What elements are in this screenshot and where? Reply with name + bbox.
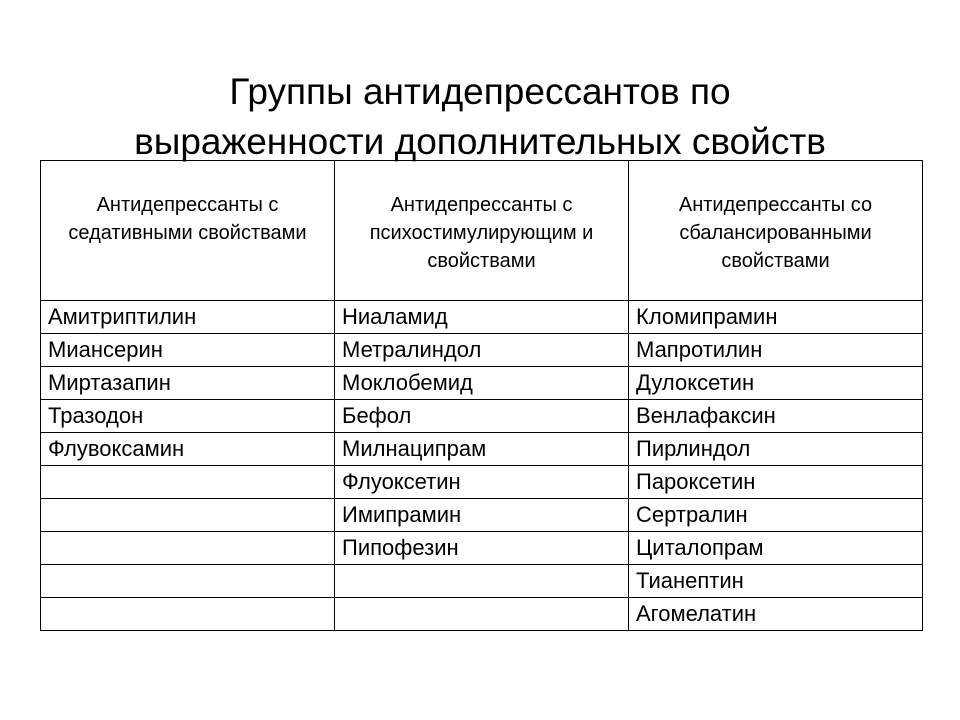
table-row [41, 565, 923, 598]
cell-psychostimulant [335, 598, 629, 631]
cell-sedative: Амитриптилин [41, 301, 335, 334]
table-row [41, 466, 923, 499]
cell-balanced: Агомелатин [629, 598, 923, 631]
cell-balanced: Тианептин [629, 565, 923, 598]
page-title [0, 67, 960, 167]
cell-sedative [41, 598, 335, 631]
table-row [41, 499, 923, 532]
cell-psychostimulant: Моклобемид [335, 367, 629, 400]
table-row [41, 433, 923, 466]
cell-sedative: Флувоксамин [41, 433, 335, 466]
cell-balanced: Сертралин [629, 499, 923, 532]
cell-sedative [41, 532, 335, 565]
table-row [41, 301, 923, 334]
cell-psychostimulant [335, 565, 629, 598]
header-psychostimulant: Антидепрессанты с психостимулирующим и свойствами [335, 161, 629, 301]
cell-balanced: Мапротилин [629, 334, 923, 367]
cell-sedative: Миансерин [41, 334, 335, 367]
header-balanced: Антидепрессанты со сбалансированными свойствами [629, 161, 923, 301]
cell-sedative: Тразодон [41, 400, 335, 433]
header-row [41, 161, 923, 301]
table-row [41, 532, 923, 565]
table-row [41, 598, 923, 631]
table-row [41, 400, 923, 433]
cell-psychostimulant: Флуоксетин [335, 466, 629, 499]
cell-psychostimulant: Милнаципрам [335, 433, 629, 466]
table-row [41, 367, 923, 400]
cell-sedative: Миртазапин [41, 367, 335, 400]
cell-balanced: Венлафаксин [629, 400, 923, 433]
table-row [41, 334, 923, 367]
cell-psychostimulant: Ниаламид [335, 301, 629, 334]
header-sedative: Антидепрессанты с седативными свойствами [41, 161, 335, 301]
title-line-1: Группы антидепрессантов по [229, 70, 731, 112]
cell-balanced: Кломипрамин [629, 301, 923, 334]
cell-psychostimulant: Имипрамин [335, 499, 629, 532]
cell-sedative [41, 565, 335, 598]
antidepressant-groups-table [40, 160, 923, 631]
cell-balanced: Пирлиндол [629, 433, 923, 466]
title-line-2: выраженности дополнительных свойств [134, 120, 826, 162]
cell-balanced: Дулоксетин [629, 367, 923, 400]
cell-psychostimulant: Пипофезин [335, 532, 629, 565]
cell-sedative [41, 499, 335, 532]
cell-psychostimulant: Бефол [335, 400, 629, 433]
cell-balanced: Пароксетин [629, 466, 923, 499]
cell-sedative [41, 466, 335, 499]
cell-balanced: Циталопрам [629, 532, 923, 565]
cell-psychostimulant: Метралиндол [335, 334, 629, 367]
